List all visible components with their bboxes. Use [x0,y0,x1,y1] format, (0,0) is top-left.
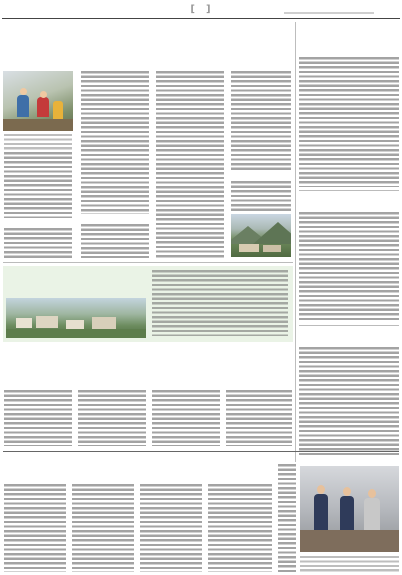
bottom-column-1 [4,484,66,572]
safety-photo [300,466,399,552]
village-photo [6,298,146,338]
main-column-4b [231,181,291,211]
bottom-column-3 [140,484,202,572]
mountain-photo [231,214,291,257]
main-column-3 [156,71,224,258]
warmth-column-4 [226,390,292,446]
masthead-dateline [284,12,374,14]
photo-caption [4,134,72,150]
bottom-column-2 [72,484,134,572]
section-banner: [ ] [190,3,214,15]
right-story-3-body [299,347,399,457]
main-column-4 [231,71,291,171]
photo-story-text [152,270,288,336]
right-rule-2 [299,325,399,326]
warmth-column-2 [78,390,146,446]
right-story-1-body [299,57,399,187]
photo-story-rule [3,262,293,263]
bottom-column-4 [208,484,272,572]
main-column-2 [81,71,149,214]
header-rule [2,18,400,19]
main-column-2b [81,224,149,258]
right-rule-1 [299,190,399,191]
bottom-story-rule [3,451,399,452]
bottom-column-5 [278,464,296,572]
right-story-2-body [299,212,399,322]
main-column-1b [4,228,72,258]
children-photo [3,71,73,131]
main-column-1 [4,152,72,218]
warmth-column-1 [4,390,72,446]
safety-photo-caption [300,556,399,572]
right-column-divider [295,22,296,462]
warmth-column-3 [152,390,220,446]
